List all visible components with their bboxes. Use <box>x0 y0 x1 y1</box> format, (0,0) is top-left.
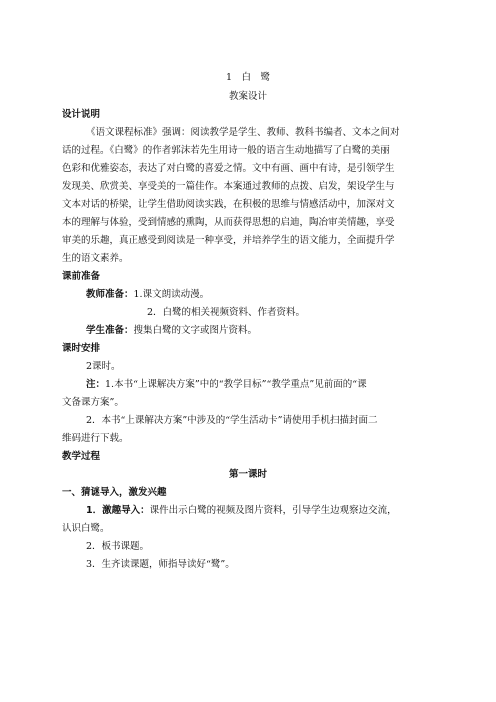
teacher-prep-2: 2．白鹭的相关视频资料、作者资料。 <box>147 307 306 318</box>
doc-subtitle: 教案设计 <box>228 91 267 102</box>
student-prep-label: 学生准备： <box>86 325 134 336</box>
design-line: 《语文课程标准》强调：阅读教学是学生、教师、教科书编者、文本之间对 <box>86 127 400 138</box>
step-1 <box>86 504 397 517</box>
lesson-1-heading: 第一课时 <box>228 469 267 480</box>
note-1-text: 1.本书“上课解决方案”中的“教学目标”“教学重点”见前面的“课 <box>105 379 367 390</box>
heading-design: 设计说明 <box>62 109 101 120</box>
note-2: 2．本书“上课解决方案”中涉及的“学生活动卡”请使用手机扫描封面二 <box>86 415 378 426</box>
heading-schedule: 课时安排 <box>62 343 101 354</box>
student-prep <box>86 324 257 337</box>
section-1-heading: 一、猜谜导入，激发兴趣 <box>62 487 167 498</box>
teacher-prep-label: 教师准备： <box>86 289 134 300</box>
design-line: 发现美、欣赏美、享受美的一篇佳作。本案通过教师的点拨、启发，架设学生与 <box>62 181 395 192</box>
step-1-cont: 认识白鹭。 <box>62 523 110 534</box>
heading-prep: 课前准备 <box>62 271 101 282</box>
student-prep-text: 搜集白鹭的文字或图片资料。 <box>133 325 258 336</box>
design-line: 色彩和优雅姿态，表达了对白鹭的喜爱之情。文中有画、画中有诗，是引领学生 <box>62 163 395 174</box>
design-line: 文本对话的桥梁，让学生借助阅读实践，在积极的思维与情感活动中，加深对文 <box>62 199 395 210</box>
design-line: 本的理解与体验，受到情感的熏陶，从而获得思想的启迪，陶冶审美情趣，享受 <box>62 217 395 228</box>
step-1-label: 1．激趣导入： <box>86 505 150 516</box>
step-2: 2．板书课题。 <box>86 541 150 552</box>
teacher-prep-1 <box>86 288 209 301</box>
design-line: 生的语文素养。 <box>62 253 129 264</box>
step-1-text: 课件出示白鹭的视频及图片资料，引导学生边观察边交流， <box>149 505 397 516</box>
design-line: 审美的乐趣，真正感受到阅读是一种享受，并培养学生的语文能力，全面提升学 <box>62 235 395 246</box>
lesson-title: 1 白 鹭 <box>225 72 271 83</box>
note-1 <box>86 378 367 391</box>
note-1-cont: 文备课方案”。 <box>62 397 124 408</box>
heading-process: 教学过程 <box>62 451 101 462</box>
note-2-cont: 维码进行下载。 <box>62 433 129 444</box>
note-label: 注： <box>86 379 106 390</box>
design-line: 话的过程。《白鹭》的作者郭沫若先生用诗一般的语言生动地描写了白鹭的美丽 <box>62 145 390 156</box>
teacher-prep-item: 1.课文朗读动漫。 <box>133 289 210 300</box>
schedule-text: 2课时。 <box>86 361 121 372</box>
step-3: 3．生齐读课题，师指导读好“鹭”。 <box>86 559 235 570</box>
